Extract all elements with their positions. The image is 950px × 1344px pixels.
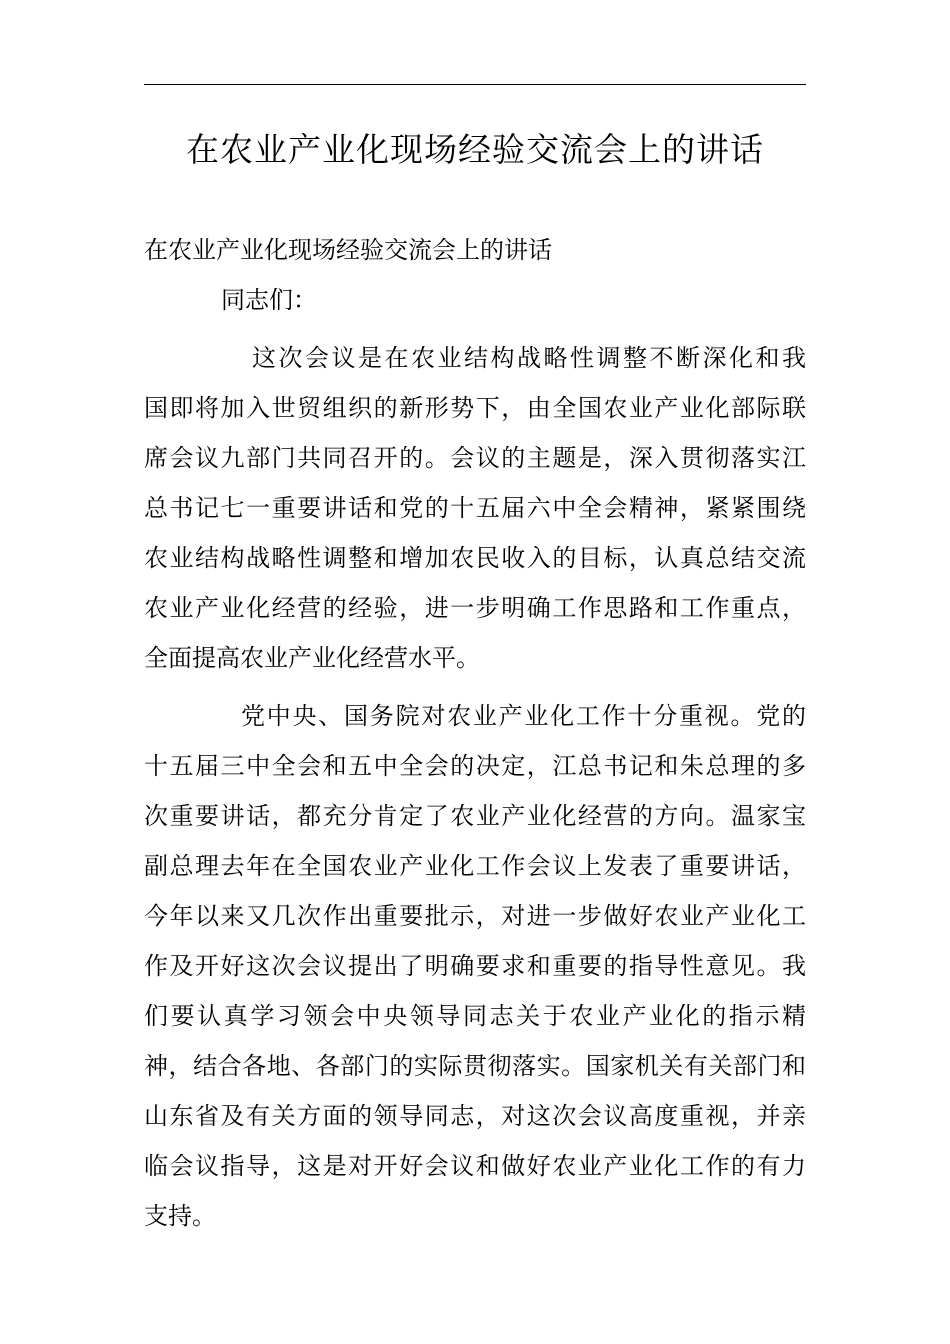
paragraph-line: 今年以来又几次作出重要批示，对进一步做好农业产业化工: [144, 902, 806, 930]
paragraph-line: 次重要讲话，都充分肯定了农业产业化经营的方向。温家宝: [144, 802, 806, 830]
paragraph-1: [144, 333, 806, 683]
paragraph-line: 临会议指导，这是对开好会议和做好农业产业化工作的有力: [144, 1152, 806, 1180]
document-body: [144, 225, 806, 1241]
paragraph-line: 农业产业化经营的经验，进一步明确工作思路和工作重点，: [144, 594, 806, 622]
paragraph-line: 国即将加入世贸组织的新形势下，由全国农业产业化部际联: [144, 394, 806, 422]
paragraph-line: 山东省及有关方面的领导同志，对这次会议高度重视，并亲: [144, 1102, 806, 1130]
paragraph-line: 副总理去年在全国农业产业化工作会议上发表了重要讲话，: [144, 852, 806, 880]
paragraph-2: [144, 691, 806, 1241]
paragraph-line: 总书记七一重要讲话和党的十五届六中全会精神，紧紧围绕: [144, 494, 806, 522]
document-title: 在农业产业化现场经验交流会上的讲话: [186, 130, 764, 169]
paragraph-line: 这次会议是在农业结构战略性调整不断深化和我: [252, 344, 806, 372]
salutation: 同志们：: [221, 286, 317, 314]
paragraph-line: 神，结合各地、各部门的实际贯彻落实。国家机关有关部门和: [144, 1052, 806, 1080]
paragraph-line: 党中央、国务院对农业产业化工作十分重视。党的: [241, 702, 806, 730]
paragraph-line: 农业结构战略性调整和增加农民收入的目标，认真总结交流: [144, 544, 806, 572]
paragraph-line: 支持。: [144, 1202, 216, 1230]
document-subtitle: 在农业产业化现场经验交流会上的讲话: [144, 236, 552, 264]
paragraph-line: 们要认真学习领会中央领导同志关于农业产业化的指示精: [144, 1002, 806, 1030]
paragraph-line: 十五届三中全会和五中全会的决定，江总书记和朱总理的多: [144, 752, 806, 780]
top-rule: [144, 84, 806, 85]
paragraph-line: 全面提高农业产业化经营水平。: [144, 644, 480, 672]
paragraph-line: 席会议九部门共同召开的。会议的主题是，深入贯彻落实江: [144, 444, 806, 472]
paragraph-line: 作及开好这次会议提出了明确要求和重要的指导性意见。我: [144, 952, 806, 980]
